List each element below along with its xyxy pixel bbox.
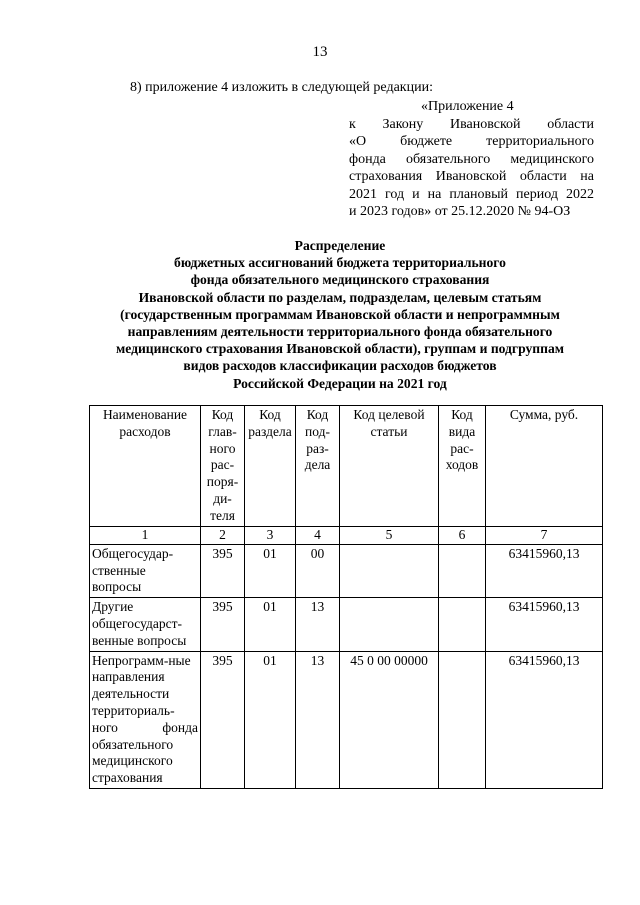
column-number: 6 — [439, 527, 486, 545]
row-name: Общегосудар-ственные вопросы — [90, 544, 201, 597]
title-line: видов расходов классификации расходов бюджетов — [183, 358, 497, 374]
table-row — [90, 651, 603, 788]
row-section-code: 01 — [245, 544, 296, 597]
appendix-line: 2021 год и на плановый период 2022 — [349, 186, 594, 202]
appendix-line: «Приложение 4 — [421, 99, 514, 114]
row-section-code: 01 — [245, 598, 296, 651]
header-target-code: Код целевой статьи — [340, 406, 439, 527]
row-target-code: 45 0 00 00000 — [340, 651, 439, 788]
appendix-line: фонда обязательного медицинского — [349, 151, 594, 167]
header-name: Наименование расходов — [90, 406, 201, 527]
appendix-line: к Закону Ивановской области — [349, 116, 594, 132]
row-subsection-code: 13 — [296, 598, 340, 651]
row-admin-code: 395 — [201, 598, 245, 651]
title-line: бюджетных ассигнований бюджета территориального — [174, 255, 506, 271]
document-title — [70, 237, 610, 392]
column-number-row — [90, 527, 603, 545]
row-expense-type-code — [439, 651, 486, 788]
header-expense-type-code: Код вида рас-ходов — [439, 406, 486, 527]
title-line: Ивановской области по разделам, подразделам, целевым статьям — [138, 289, 542, 305]
row-subsection-code: 13 — [296, 651, 340, 788]
row-name: Непрограмм-ные направления деятельности территориаль-ного фонда обязательного медицинского страхования — [90, 651, 201, 788]
title-line: медицинского страхования Ивановской области), группам и подгруппам — [115, 341, 564, 357]
row-admin-code: 395 — [201, 651, 245, 788]
row-target-code — [340, 544, 439, 597]
title-line: Распределение — [294, 238, 386, 253]
title-line: (государственным программам Ивановской области и непрограммным — [120, 306, 560, 322]
page-number: 13 — [312, 44, 328, 60]
column-number: 7 — [486, 527, 603, 545]
column-number: 1 — [90, 527, 201, 545]
appendix-line: страхования Ивановской области на — [349, 169, 594, 184]
header-sum: Сумма, руб. — [486, 406, 603, 527]
title-line: фонда обязательного медицинского страхования — [190, 272, 490, 288]
row-target-code — [340, 598, 439, 651]
title-line: направлениям деятельности территориального фонда обязательного — [127, 324, 553, 340]
table-header-row — [90, 406, 603, 527]
column-number: 2 — [201, 527, 245, 545]
row-subsection-code: 00 — [296, 544, 340, 597]
column-number: 3 — [245, 527, 296, 545]
column-number: 4 — [296, 527, 340, 545]
row-expense-type-code — [439, 544, 486, 597]
table-row — [90, 544, 603, 597]
budget-table — [89, 405, 603, 789]
column-number: 5 — [340, 527, 439, 545]
title-line: Российской Федерации на 2021 год — [233, 375, 447, 391]
row-expense-type-code — [439, 598, 486, 651]
appendix-line: и 2023 годов» от 25.12.2020 № 94-ОЗ — [349, 204, 571, 219]
row-section-code: 01 — [245, 651, 296, 788]
header-subsection-code: Код под-раз-дела — [296, 406, 340, 527]
header-admin-code: Код глав-ного рас-поря-ди-теля — [201, 406, 245, 527]
row-sum: 63415960,13 — [486, 544, 603, 597]
row-admin-code: 395 — [201, 544, 245, 597]
appendix-line: «О бюджете территориального — [349, 134, 594, 149]
appendix-reference — [349, 98, 594, 221]
intro-text: 8) приложение 4 изложить в следующей редакции: — [130, 80, 433, 95]
row-sum: 63415960,13 — [486, 651, 603, 788]
row-sum: 63415960,13 — [486, 598, 603, 651]
row-name: Другие общегосударст-венные вопросы — [90, 598, 201, 651]
table-row — [90, 598, 603, 651]
header-section-code: Код раздела — [245, 406, 296, 527]
